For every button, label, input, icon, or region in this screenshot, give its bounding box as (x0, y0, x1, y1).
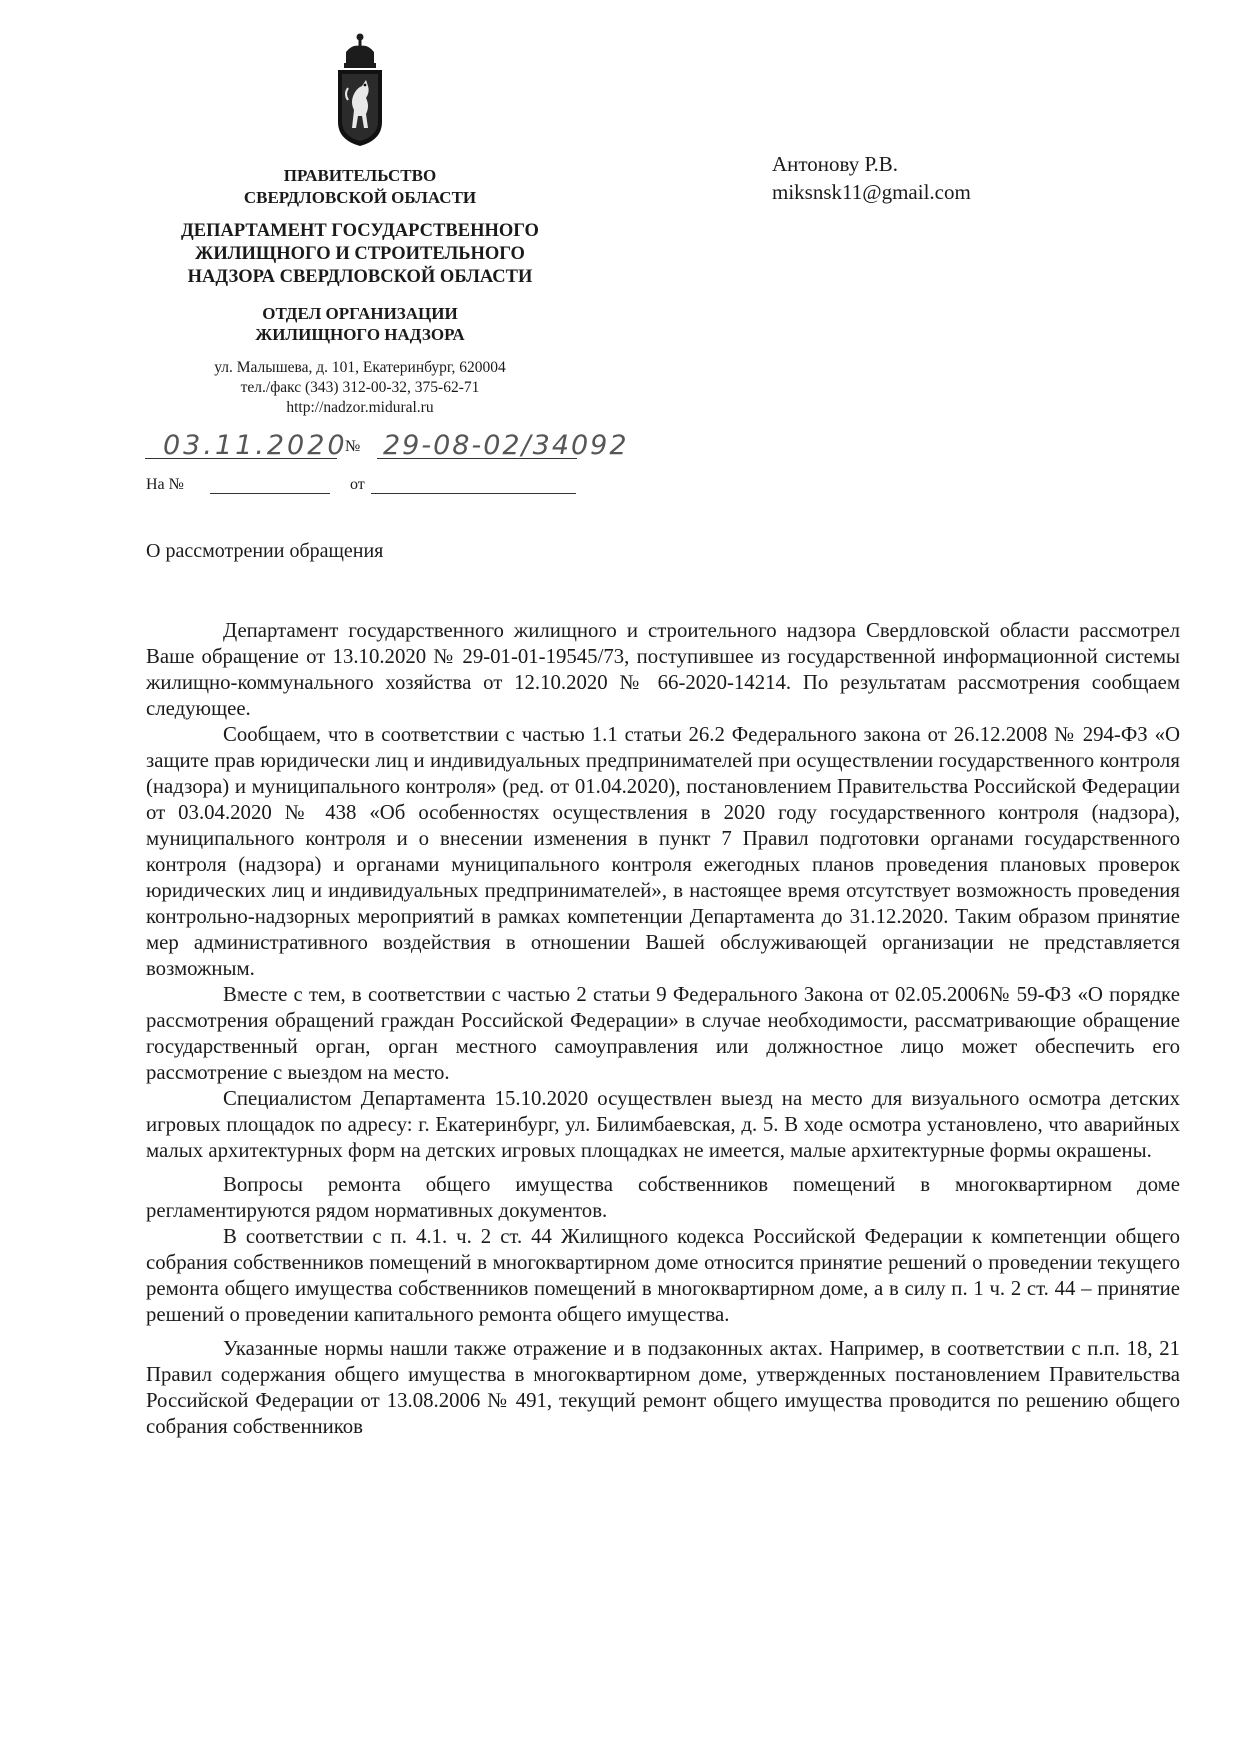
body-paragraph: Вместе с тем, в соответствии с частью 2 статьи 9 Федерального Закона от 02.05.2006№ 59-ФЗ «О порядке рассмотрения обращений граждан Российской Федерации» в случае необходимости, рассматривающие обращение государственный орган, орган местного самоуправления или должностное лицо может обеспечить его рассмотрение с выездом на место. (146, 983, 1180, 1084)
reply-reference-line (146, 476, 586, 500)
registration-date: 03.11.2020 (163, 430, 348, 461)
body-paragraph: Сообщаем, что в соответствии с частью 1.1 статьи 26.2 Федерального закона от 26.12.2008 № 294-ФЗ «О защите прав юридически лиц и индивидуальных предпринимателей при осуществлении государственного контроля (надзора) и муниципального контроля» (ред. от 01.04.2020), постановлением Правительства Российской Федерации от 03.04.2020 № 438 «Об особенностях осуществления в 2020 году государственного контроля (надзора), муниципального контроля и о внесении изменения в пункт 7 Правил подготовки органами государственного контроля (надзора) и органами муниципального контроля ежегодных планов проведения плановых проверок юридических лиц и индивидуальных предпринимателей», в настоящее время отсутствует возможность проведения контрольно-надзорных мероприятий в рамках компетенции Департамента до 31.12.2020. Таким образом принятие мер административного воздействия в отношении Вашей обслуживающей организации не представляется возможным. (146, 723, 1180, 980)
body-paragraph: Вопросы ремонта общего имущества собственников помещений в многоквартирном доме регламентируются рядом нормативных документов. (146, 1173, 1180, 1222)
website-line: http://nadzor.midural.ru (286, 399, 434, 416)
address-line: ул. Малышева, д. 101, Екатеринбург, 620004 (214, 359, 506, 376)
division-line: ЖИЛИЩНОГО НАДЗОРА (255, 325, 465, 344)
address-line: тел./факс (343) 312-00-32, 375-62-71 (240, 379, 480, 396)
registration-line (145, 430, 665, 460)
division-line: ОТДЕЛ ОРГАНИЗАЦИИ (262, 304, 458, 323)
body-paragraph: Указанные нормы нашли также отражение и в подзаконных актах. Например, в соответствии с п.п. 18, 21 Правил содержания общего имущества в многоквартирном доме, утвержденных постановлением Правительства Российской Федерации от 13.08.2006 № 491, текущий ремонт общего имущества проводится по решению общего собрания собственников (146, 1337, 1180, 1438)
addressee-block (772, 150, 971, 206)
department-line: ЖИЛИЩНОГО И СТРОИТЕЛЬНОГО (195, 244, 525, 264)
department-address (140, 358, 580, 418)
letter-subject: О рассмотрении обращения (146, 540, 384, 562)
government-line: ПРАВИТЕЛЬСТВО (283, 166, 437, 185)
reply-number-label: На № (146, 476, 184, 493)
government-line: СВЕРДЛОВСКОЙ ОБЛАСТИ (243, 188, 477, 207)
number-underline (377, 458, 577, 459)
number-label: № (345, 438, 361, 455)
reply-date-label: от (350, 476, 365, 493)
department-line: НАДЗОРА СВЕРДЛОВСКОЙ ОБЛАСТИ (187, 267, 533, 287)
department-line: ДЕПАРТАМЕНТ ГОСУДАРСТВЕННОГО (181, 221, 539, 241)
registration-number: 29-08-02/34092 (383, 430, 629, 461)
body-paragraph: Департамент государственного жилищного и строительного надзора Свердловской области рассмотрел Ваше обращение от 13.10.2020 № 29-01-01-19545/73, поступившее из государственной информационной системы жилищно-коммунального хозяйства от 12.10.2020 № 66-2020-14214. По результатам рассмотрения сообщаем следующее. (146, 619, 1180, 720)
reply-date-blank (371, 493, 576, 494)
sverdlovsk-coat-of-arms-icon (332, 30, 388, 148)
body-paragraph: В соответствии с п. 4.1. ч. 2 ст. 44 Жилищного кодекса Российской Федерации к компетенции общего собрания собственников помещений в многоквартирном доме относится принятие решений о проведении текущего ремонта общего имущества собственников помещений в многоквартирном доме, а в силу п. 1 ч. 2 ст. 44 – принятие решений о проведении капитального ремонта общего имущества. (146, 1225, 1180, 1326)
addressee-name: Антонову Р.В. (772, 152, 899, 176)
government-header (140, 165, 580, 209)
date-underline (145, 458, 337, 459)
division-header (140, 303, 580, 345)
body-paragraph: Специалистом Департамента 15.10.2020 осуществлен выезд на место для визуального осмотра детских игровых площадок по адресу: г. Екатеринбург, ул. Билимбаевская, д. 5. В ходе осмотра установлено, что аварийных малых архитектурных форм на детских игровых площадках не имеется, малые архитектурные формы окрашены. (146, 1087, 1180, 1162)
department-header (140, 220, 580, 289)
letter-body (146, 618, 1180, 1440)
addressee-email: miksnsk11@gmail.com (772, 180, 971, 204)
reply-number-blank (210, 493, 330, 494)
